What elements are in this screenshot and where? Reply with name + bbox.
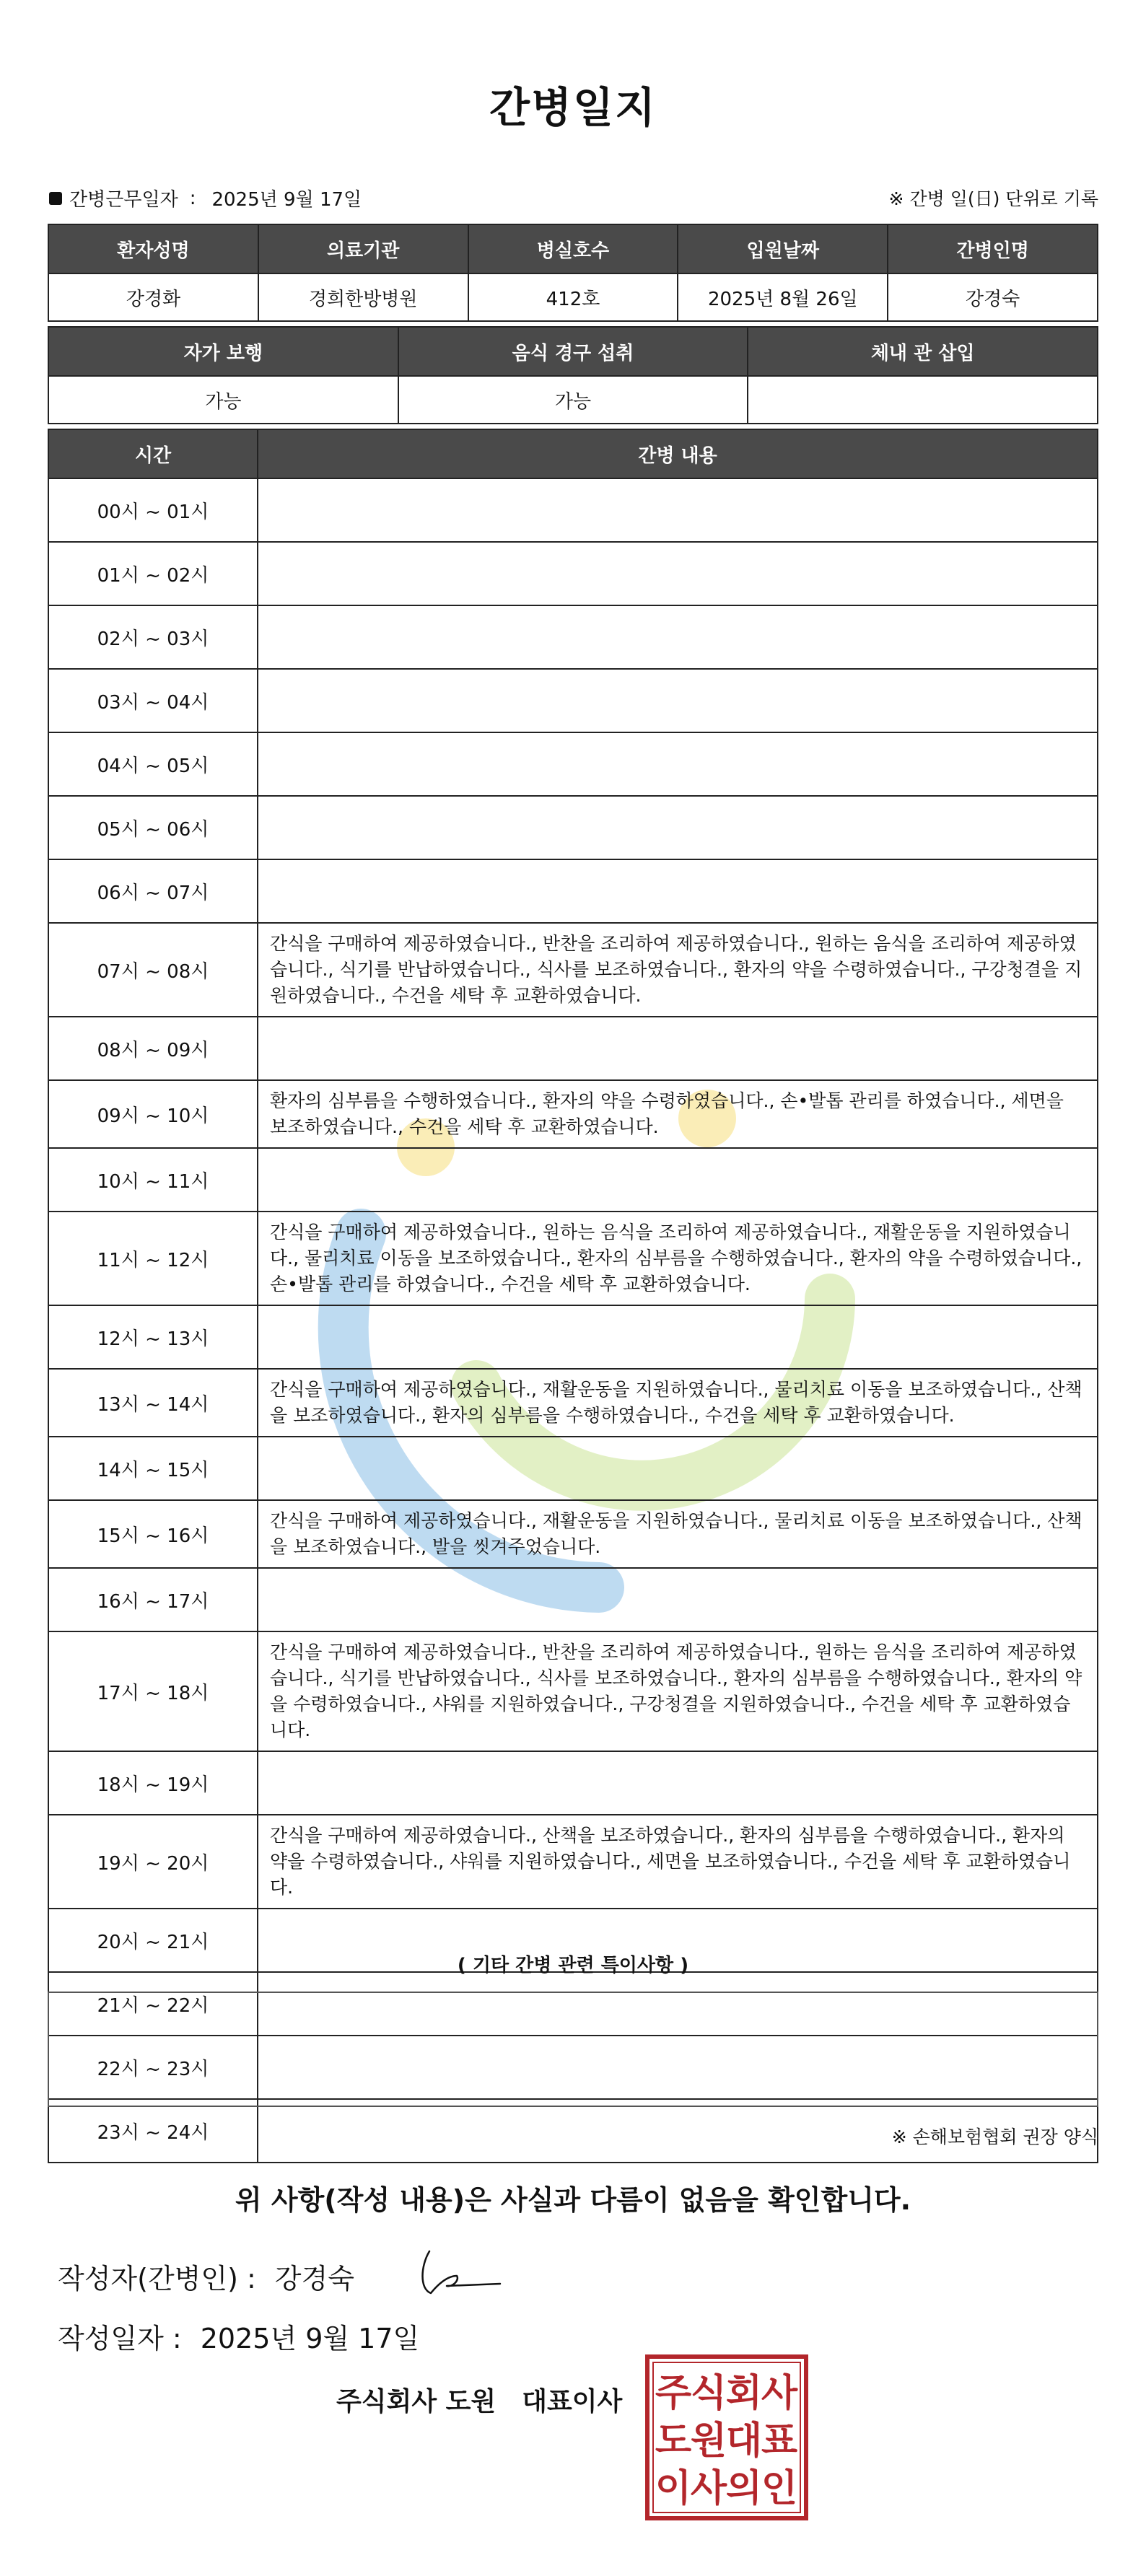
care-log-row [48,478,1098,542]
care-log-row [48,1751,1098,1815]
work-date-label: 간병근무일자 [69,189,178,211]
care-log-content: 간식을 구매하여 제공하였습니다., 재활운동을 지원하였습니다., 물리치료 이동을 보조하였습니다., 산책을 보조하였습니다., 발을 씻겨주었습니다. [258,1500,1098,1568]
care-log-row [48,796,1098,859]
care-log-time: 12시 ~ 13시 [48,1305,258,1369]
care-log-row [48,1437,1098,1500]
care-log-content [258,605,1098,669]
header-patient-name: 환자성명 [48,224,258,273]
care-log-row [48,1369,1098,1437]
care-log-time: 23시 ~ 24시 [48,2099,258,2163]
care-log-time: 13시 ~ 14시 [48,1369,258,1437]
care-log-content [258,796,1098,859]
header-self-walking: 자가 보행 [48,327,398,376]
seal-glyph: 식 [690,2372,727,2415]
care-log-content [258,1017,1098,1080]
care-log-content [258,669,1098,732]
care-log-row [48,1212,1098,1305]
header-tube-insertion: 체내 관 삽입 [748,327,1098,376]
care-log-content [258,1305,1098,1369]
care-log-time: 19시 ~ 20시 [48,1815,258,1909]
seal-glyph: 주 [655,2372,692,2415]
care-log-time: 08시 ~ 09시 [48,1017,258,1080]
written-date-line [58,2316,419,2356]
seal-glyph: 이 [655,2467,692,2510]
seal-glyph: 대 [725,2419,763,2463]
care-log-time: 03시 ~ 04시 [48,669,258,732]
care-log-row [48,1815,1098,1909]
signature-image [415,2244,502,2302]
care-log-content: 환자의 심부름을 수행하였습니다., 환자의 약을 수령하였습니다., 손•발톱 관리를 하였습니다., 세면을 보조하였습니다., 수건을 세탁 후 교환하였습니다. [258,1080,1098,1148]
writer-line [58,2256,354,2296]
header-caregiver-name: 간병인명 [888,224,1098,273]
daily-record-note: ※ 간병 일(日) 단위로 기록 [888,188,1098,209]
care-log-content: 간식을 구매하여 제공하였습니다., 반찬을 조리하여 제공하였습니다., 원하는 음식을 조리하여 제공하였습니다., 식기를 반납하였습니다., 식사를 보조하였습니다., 환자의 심부름을 수행하였습니다., 환자의 약을 수령하였습니다., 샤워를 지원하였습니다., 구강청결을 지원하였습니다., 수건을 세탁 후 교환하였습니다. [258,1631,1098,1751]
header-care-content: 간병 내용 [258,429,1098,478]
company-seal-stamp [644,2354,809,2521]
care-log-time: 21시 ~ 22시 [48,1972,258,2036]
confirmation-statement: 위 사항(작성 내용)은 사실과 다름이 없음을 확인합니다. [235,2184,911,2216]
care-log-content [258,1568,1098,1631]
seal-glyph: 사 [761,2372,798,2415]
work-date-separator: : [189,187,196,209]
care-log-time: 17시 ~ 18시 [48,1631,258,1751]
care-log-time: 01시 ~ 02시 [48,542,258,605]
writer-name: 강경숙 [274,2263,354,2295]
seal-glyph: 사 [690,2467,727,2510]
care-log-content [258,1148,1098,1212]
room-number: 412호 [468,273,678,321]
caregiver-name: 강경숙 [888,273,1098,321]
seal-glyph: 회 [725,2372,763,2415]
ceo-title: 대표이사 [522,2387,623,2417]
care-log-time: 10시 ~ 11시 [48,1148,258,1212]
care-log-time: 20시 ~ 21시 [48,1909,258,1972]
seal-glyph: 도 [655,2419,692,2463]
care-log-time: 22시 ~ 23시 [48,2036,258,2099]
care-log-content [258,859,1098,923]
patient-info-value-row [48,273,1098,321]
patient-info-table [48,224,1098,322]
header-hospital: 의료기관 [258,224,468,273]
oral-intake-value: 가능 [398,376,748,424]
self-walking-value: 가능 [48,376,398,424]
care-log-row [48,1305,1098,1369]
company-line [336,2381,622,2418]
care-log-time: 00시 ~ 01시 [48,478,258,542]
special-notes-title: ( 기타 간병 관련 특이사항 ) [457,1955,689,1976]
tube-insertion-value [748,376,1098,424]
seal-glyph: 의 [725,2467,763,2510]
care-log-time: 11시 ~ 12시 [48,1212,258,1305]
care-log-time: 09시 ~ 10시 [48,1080,258,1148]
ability-header-row [48,327,1098,376]
header-room-number: 병실호수 [468,224,678,273]
company-name: 주식회사 도원 [336,2387,497,2417]
page-title: 간병일지 [489,83,657,132]
care-log-content [258,478,1098,542]
care-log-row [48,542,1098,605]
care-log-row [48,1148,1098,1212]
care-log-time: 06시 ~ 07시 [48,859,258,923]
header-oral-intake: 음식 경구 섭취 [398,327,748,376]
header-admission-date: 입원날짜 [678,224,888,273]
care-log-content: 간식을 구매하여 제공하였습니다., 산책을 보조하였습니다., 환자의 심부름을 수행하였습니다., 환자의 약을 수령하였습니다., 샤워를 지원하였습니다., 세면을 보조하였습니다., 수건을 세탁 후 교환하였습니다. [258,1815,1098,1909]
care-log-row [48,1080,1098,1148]
writer-label: 작성자(간병인) : [58,2263,256,2295]
patient-ability-table [48,326,1098,424]
care-log-time: 05시 ~ 06시 [48,796,258,859]
work-date-line [49,185,362,211]
care-log-time: 04시 ~ 05시 [48,732,258,796]
admission-date: 2025년 8월 26일 [678,273,888,321]
care-log-time: 15시 ~ 16시 [48,1500,258,1568]
care-log-content: 간식을 구매하여 제공하였습니다., 재활운동을 지원하였습니다., 물리치료 이동을 보조하였습니다., 산책을 보조하였습니다., 환자의 심부름을 수행하였습니다., 수건을 세탁 후 교환하였습니다. [258,1369,1098,1437]
care-log-content [258,1437,1098,1500]
care-log-row [48,1631,1098,1751]
ability-value-row [48,376,1098,424]
care-log-row [48,605,1098,669]
care-log-row [48,1017,1098,1080]
care-log-row [48,923,1098,1017]
seal-glyph: 표 [761,2419,798,2463]
care-log-table [48,429,1098,2163]
care-log-time: 18시 ~ 19시 [48,1751,258,1815]
care-log-content [258,542,1098,605]
care-log-rows [48,478,1098,2163]
care-log-content [258,1751,1098,1815]
patient-info-header-row [48,224,1098,273]
written-date-label: 작성일자 : [58,2323,182,2354]
care-log-header-row [48,429,1098,478]
written-date-value: 2025년 9월 17일 [200,2323,420,2354]
bullet-square-icon [49,192,62,205]
care-log-time: 14시 ~ 15시 [48,1437,258,1500]
care-log-content: 간식을 구매하여 제공하였습니다., 반찬을 조리하여 제공하였습니다., 원하는 음식을 조리하여 제공하였습니다., 식기를 반납하였습니다., 식사를 보조하였습니다., 환자의 약을 수령하였습니다., 구강청결을 지원하였습니다., 수건을 세탁 후 교환하였습니다. [258,923,1098,1017]
care-log-row [48,732,1098,796]
care-log-time: 16시 ~ 17시 [48,1568,258,1631]
care-log-row [48,1568,1098,1631]
special-notes-box [48,1992,1098,2107]
care-log-time: 02시 ~ 03시 [48,605,258,669]
seal-glyph: 인 [761,2467,798,2510]
work-date-value: 2025년 9월 17일 [211,189,362,211]
form-source-note: ※ 손해보험협회 권장 양식 [891,2126,1098,2147]
care-log-content: 간식을 구매하여 제공하였습니다., 원하는 음식을 조리하여 제공하였습니다., 재활운동을 지원하였습니다., 물리치료 이동을 보조하였습니다., 환자의 심부름을 수행하였습니다., 환자의 약을 수령하였습니다., 손•발톱 관리를 하였습니다., 수건을 세탁 후 교환하였습니다. [258,1212,1098,1305]
care-log-time: 07시 ~ 08시 [48,923,258,1017]
patient-name: 강경화 [48,273,258,321]
care-log-content [258,732,1098,796]
care-log-row [48,859,1098,923]
care-log-row [48,669,1098,732]
seal-glyph: 원 [690,2419,727,2463]
hospital-name: 경희한방병원 [258,273,468,321]
care-log-row [48,1500,1098,1568]
header-time: 시간 [48,429,258,478]
